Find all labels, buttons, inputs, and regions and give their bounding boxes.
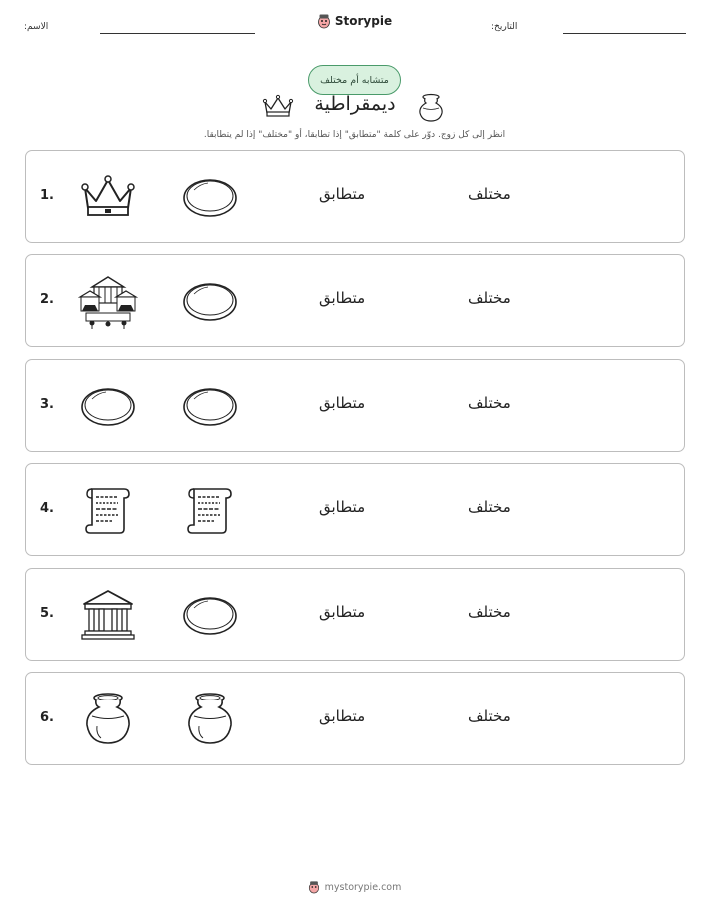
option-same[interactable]: متطابق [319, 289, 366, 308]
name-line[interactable] [100, 33, 255, 34]
coin-icon [180, 272, 240, 330]
question-row [25, 150, 685, 243]
instructions-text: انظر إلى كل زوج. دوّر على كلمة "متطابق" إذا تطابقا، أو "مختلف" إذا لم يتطابقا. [203, 130, 506, 140]
date-line[interactable] [563, 33, 686, 34]
crown-icon [78, 168, 138, 226]
option-same[interactable]: متطابق [319, 498, 366, 517]
coin-icon [180, 586, 240, 644]
pot-icon [180, 690, 240, 748]
question-number: 4. [40, 501, 54, 517]
coin-icon [180, 168, 240, 226]
question-number: 1. [40, 188, 54, 203]
question-number: 5. [40, 605, 54, 621]
brand-name: Storypie [334, 14, 393, 28]
scroll-icon [78, 481, 138, 539]
marketplace-icon [78, 272, 138, 330]
page-title: ديمقراطية [314, 93, 396, 115]
question-number: 3. [40, 396, 54, 412]
option-different[interactable]: مختلف [468, 602, 511, 621]
question-row [25, 568, 685, 661]
option-same[interactable]: متطابق [319, 185, 366, 203]
option-different[interactable]: مختلف [468, 289, 511, 308]
storypie-mascot-icon [317, 13, 331, 29]
temple-icon [78, 586, 138, 644]
coin-icon [180, 377, 240, 435]
option-same[interactable]: متطابق [319, 602, 366, 621]
option-different[interactable]: مختلف [468, 498, 511, 517]
question-row [25, 672, 685, 765]
title-row [0, 93, 709, 123]
question-row [25, 463, 685, 556]
question-row [25, 359, 685, 452]
crown-icon [262, 94, 294, 122]
pot-icon [417, 93, 445, 127]
option-different[interactable]: مختلف [468, 185, 511, 203]
name-label: الاسم: [24, 22, 49, 32]
option-different[interactable]: مختلف [468, 393, 511, 412]
option-same[interactable]: متطابق [319, 707, 366, 725]
footer [0, 880, 709, 894]
storypie-mascot-icon [308, 880, 320, 894]
worksheet-type-badge: متشابه أم مختلف [308, 65, 401, 95]
pot-icon [78, 690, 138, 748]
footer-url: mystorypie.com [324, 881, 402, 893]
coin-icon [78, 377, 138, 435]
question-number: 2. [40, 292, 54, 308]
date-label: التاريخ: [491, 22, 518, 32]
brand-logo [0, 13, 709, 29]
scroll-icon [180, 481, 240, 539]
question-number: 6. [40, 710, 54, 725]
option-same[interactable]: متطابق [319, 393, 366, 412]
question-row [25, 254, 685, 347]
option-different[interactable]: مختلف [468, 707, 511, 725]
